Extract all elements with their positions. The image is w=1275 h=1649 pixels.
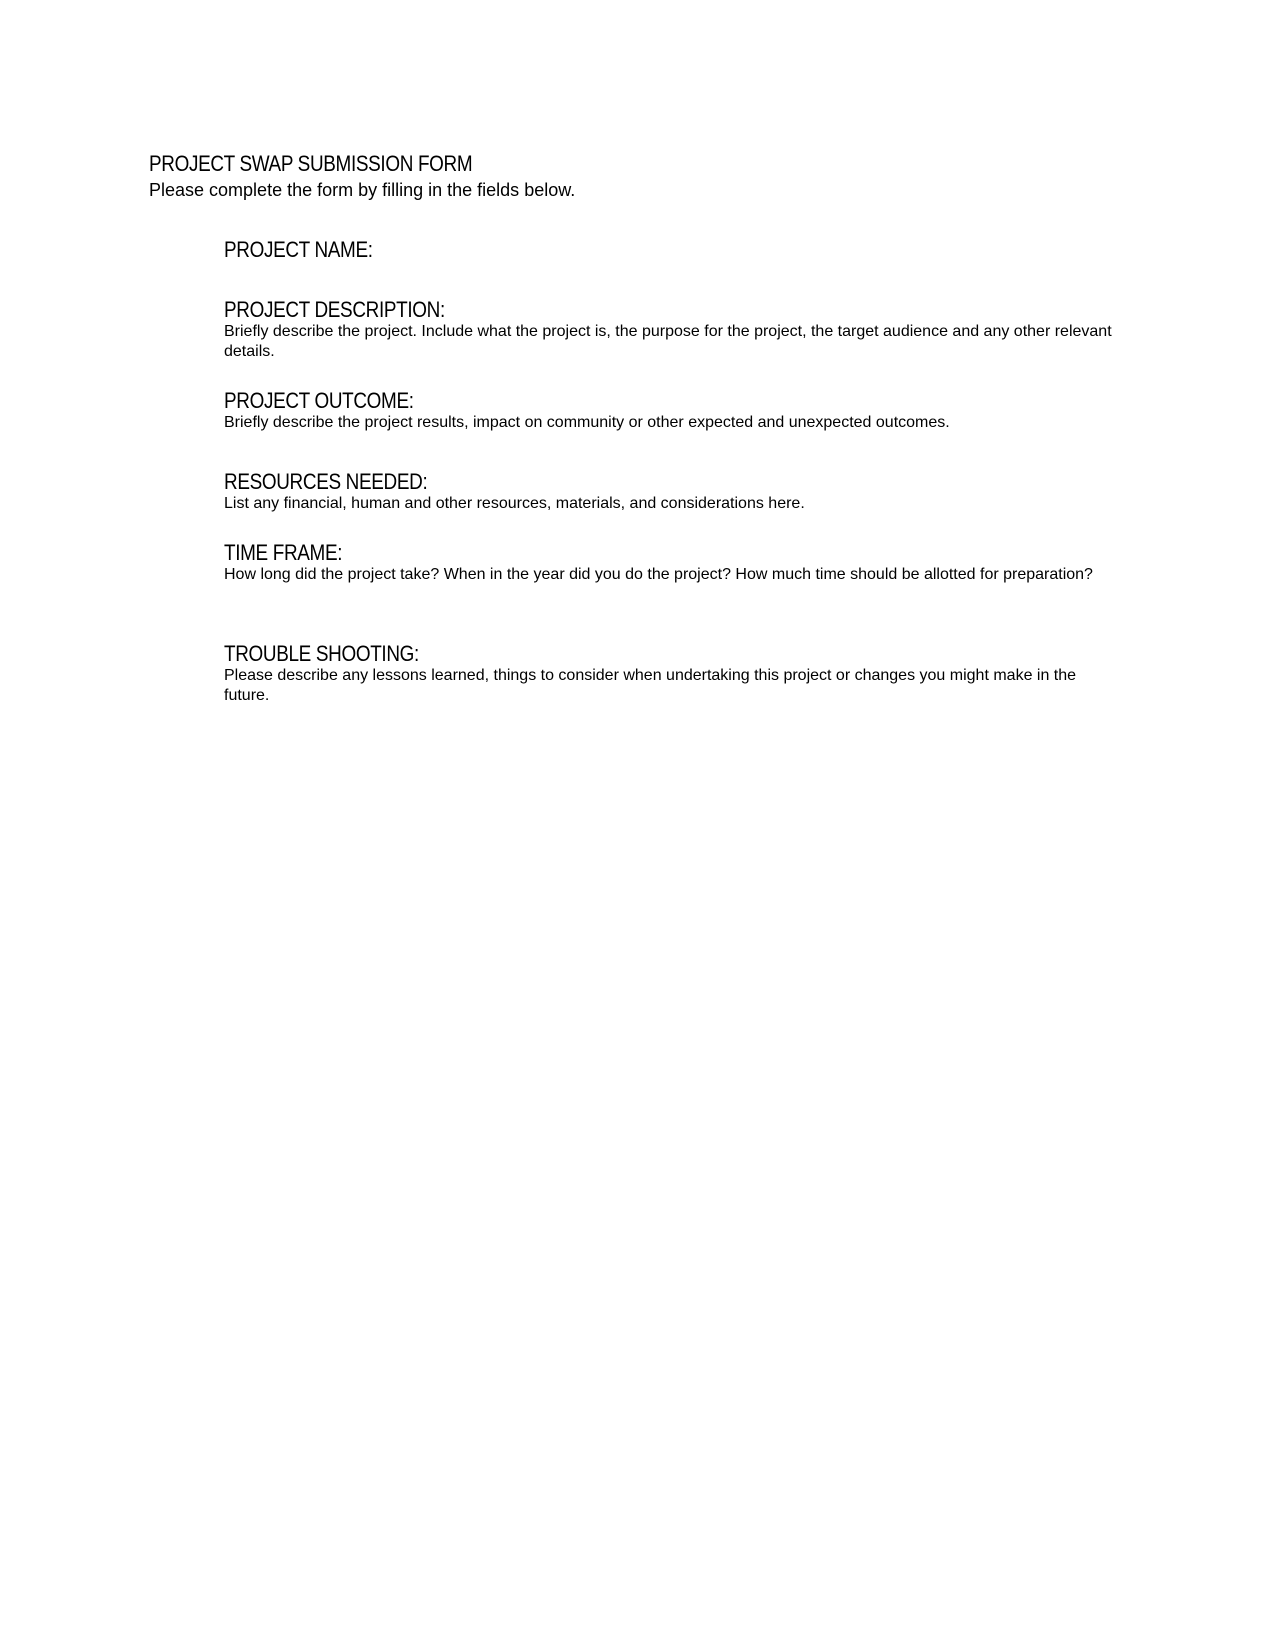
project-description-heading: PROJECT DESCRIPTION: — [224, 297, 445, 322]
project-name-heading: PROJECT NAME: — [224, 237, 373, 262]
form-intro: Please complete the form by filling in the fields below. — [149, 180, 576, 200]
resources-needed-text: List any financial, human and other resources, materials, and considerations here. — [224, 495, 805, 513]
section-project-name — [224, 237, 1124, 262]
resources-needed-heading: RESOURCES NEEDED: — [224, 469, 428, 494]
time-frame-text: How long did the project take? When in the year did you do the project? How much time should be allotted for preparation? — [224, 566, 1093, 584]
project-outcome-heading: PROJECT OUTCOME: — [224, 388, 414, 413]
section-project-description — [224, 297, 1124, 362]
section-time-frame — [224, 540, 1124, 585]
project-outcome-text: Briefly describe the project results, impact on community or other expected and unexpected outcomes. — [224, 414, 950, 432]
form-title: PROJECT SWAP SUBMISSION FORM — [149, 151, 473, 176]
time-frame-heading: TIME FRAME: — [224, 540, 343, 565]
project-description-text: Briefly describe the project. Include what the project is, the purpose for the project, the target audience and any other relevant details. — [224, 323, 1112, 361]
section-resources-needed — [224, 469, 1124, 514]
trouble-shooting-text: Please describe any lessons learned, things to consider when undertaking this project or changes you might make in the future. — [224, 667, 1077, 705]
trouble-shooting-heading: TROUBLE SHOOTING: — [224, 641, 419, 666]
section-project-outcome — [224, 388, 1124, 433]
section-trouble-shooting — [224, 641, 1124, 706]
